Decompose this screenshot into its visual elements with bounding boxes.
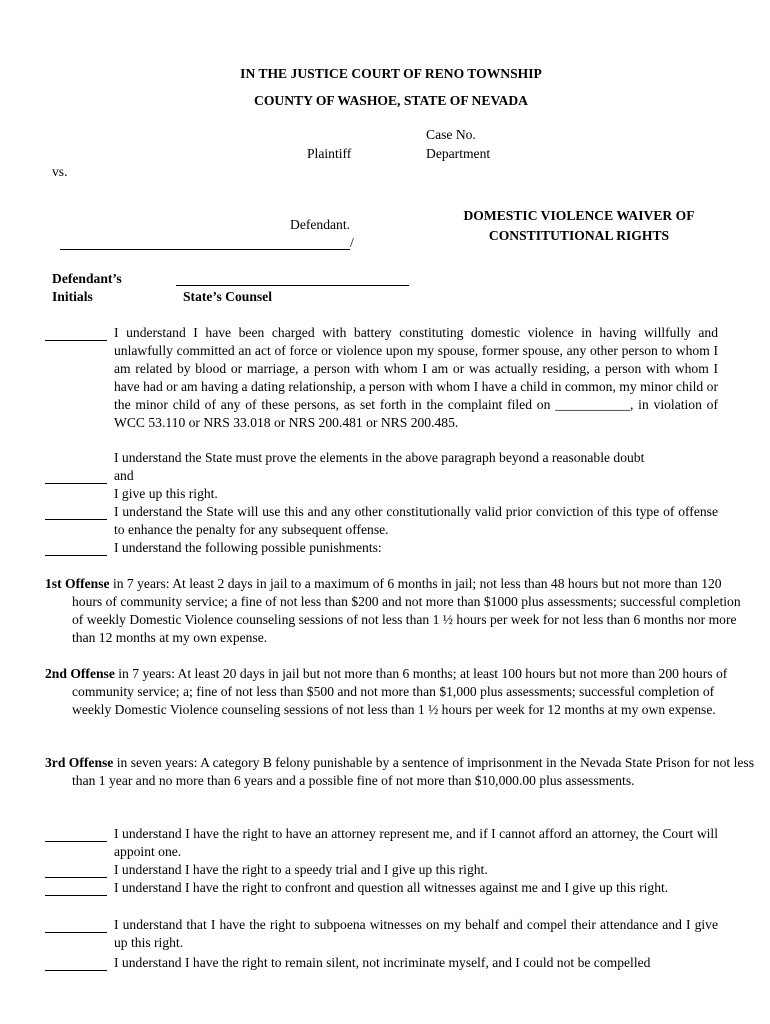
offense-third: [45, 754, 754, 790]
statement-state-must-prove: I understand the State must prove the elements in the above paragraph beyond a reasonable doubt: [114, 450, 645, 465]
initials-blank-3[interactable]: [45, 519, 107, 520]
statement-attorney: I understand I have the right to have an attorney represent me, and if I cannot afford an attorney, the Court will appoint one.: [114, 826, 718, 859]
statement-and: and: [114, 468, 134, 483]
states-counsel-label: State’s Counsel: [183, 289, 272, 304]
offense-first-text: in 7 years: At least 2 days in jail to a maximum of 6 months in jail; not less than 48 hours but not more than 120 hours of community service; a fine of not less than $200 and not more than $1000 plus assessments; successful completion of weekly Domestic Violence counseling sessions of not less than 1 ½ hours per week for not less than 6 months nor more than 12 months at my own expense.: [72, 576, 741, 645]
offense-second: [45, 665, 754, 719]
offense-first: [45, 575, 754, 647]
court-heading: IN THE JUSTICE COURT OF RENO TOWNSHIP: [240, 66, 542, 81]
initials-blank-6[interactable]: [45, 877, 107, 878]
initials-blank-1[interactable]: [45, 340, 107, 341]
offense-third-text: in seven years: A category B felony punishable by a sentence of imprisonment in the Nevada State Prison for not less than 1 year and no more than 6 years and a possible fine of not more than $10,000.00 plus assessments.: [72, 755, 754, 788]
defendant-name-line: [60, 249, 350, 250]
offense-second-text: in 7 years: At least 20 days in jail but not more than 6 months; at least 100 hours but not more than 200 hours of community service; a; fine of not less than $500 and not more than $1,000 plus assessments; successful completion of weekly Domestic Violence counseling sessions of not less than 1 ½ hours per week for 12 months at my own expense.: [72, 666, 728, 717]
county-heading: COUNTY OF WASHOE, STATE OF NEVADA: [254, 93, 528, 108]
initials-blank-4[interactable]: [45, 555, 107, 556]
plaintiff-label: Plaintiff: [307, 146, 352, 161]
initials-blank-7[interactable]: [45, 895, 107, 896]
statement-subpoena: I understand that I have the right to subpoena witnesses on my behalf and compel their attendance and I give up this right.: [114, 917, 718, 950]
document-title: [440, 206, 718, 246]
states-counsel-signature-line: [176, 285, 409, 286]
versus-label: vs.: [52, 164, 68, 179]
statement-remain-silent: I understand I have the right to remain silent, not incriminate myself, and I could not be compelled: [114, 955, 651, 970]
initials-blank-5[interactable]: [45, 841, 107, 842]
offense-third-label: 3rd Offense: [45, 755, 114, 770]
statement-charged: I understand I have been charged with battery constituting domestic violence in having willfully and unlawfully committed an act of force or violence upon my spouse, former spouse, any other person to whom I am related by blood or marriage, a person with whom I am or was actually residing, a person with whom I have had or am having a dating relationship, a person with whom I have a child in common, my minor child or the minor child of any of these persons, as set forth in the complaint filed on ___________, in violation of WCC 53.110 or NRS 33.018 or NRS 200.481 or NRS 200.485.: [114, 325, 718, 430]
initials-blank-8[interactable]: [45, 932, 107, 933]
statement-speedy-trial: I understand I have the right to a speedy trial and I give up this right.: [114, 862, 488, 877]
defendant-initials-label-line1: Defendant’s: [52, 271, 122, 286]
statement-prior-conviction: I understand the State will use this and any other constitutionally valid prior conviction of this type of offense to enhance the penalty for any subsequent offense.: [114, 504, 718, 537]
statement-confront-witnesses: I understand I have the right to confront and question all witnesses against me and I give up this right.: [114, 880, 669, 895]
document-title-line2: CONSTITUTIONAL RIGHTS: [488, 228, 670, 243]
offense-first-label: 1st Offense: [45, 576, 110, 591]
defendant-label: Defendant.: [290, 217, 351, 232]
defendant-initials-label-line2: Initials: [52, 289, 93, 304]
statement-possible-punishments: I understand the following possible punishments:: [114, 540, 382, 555]
offense-second-label: 2nd Offense: [45, 666, 115, 681]
defendant-line-slash: /: [350, 235, 354, 250]
initials-blank-9[interactable]: [45, 970, 107, 971]
document-title-line1: DOMESTIC VIOLENCE WAIVER OF: [463, 208, 695, 223]
case-number-label: Case No.: [426, 127, 476, 142]
initials-blank-2[interactable]: [45, 483, 107, 484]
statement-give-up-right: I give up this right.: [114, 486, 218, 501]
department-label: Department: [426, 146, 491, 161]
